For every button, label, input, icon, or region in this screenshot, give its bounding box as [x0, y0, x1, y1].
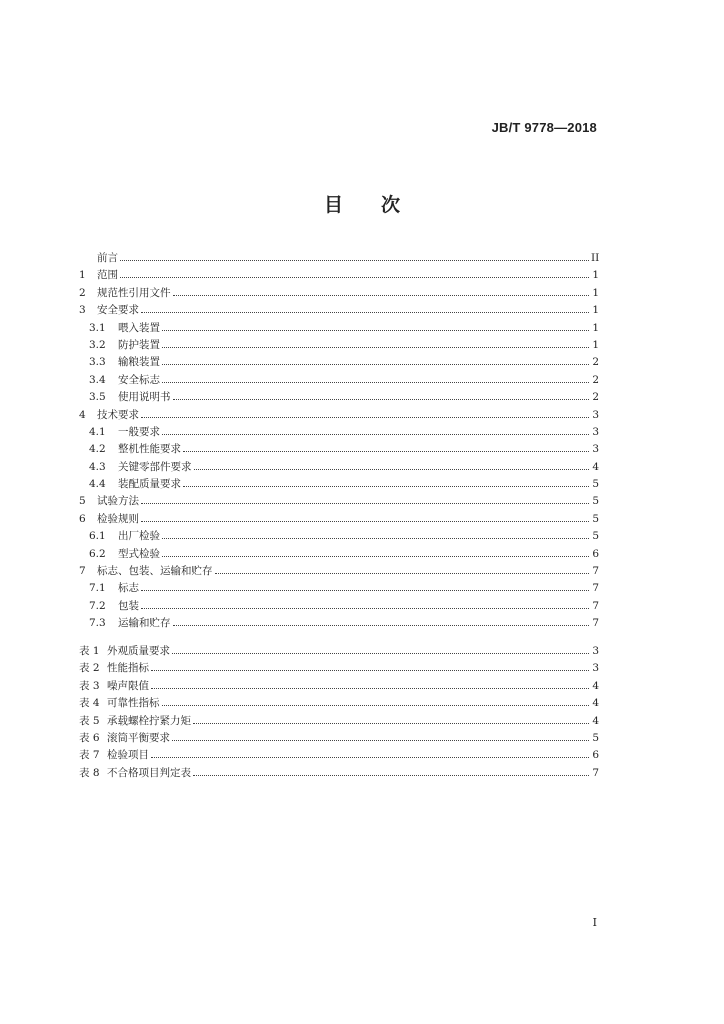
toc-entry-label: 范围	[97, 269, 118, 282]
toc-entry[interactable]	[79, 765, 599, 782]
toc-entry-number: 7	[79, 565, 86, 578]
toc-entry-number: 3.4	[89, 373, 106, 386]
toc-entry[interactable]	[79, 424, 599, 441]
toc-entry-page: 3	[592, 645, 599, 657]
dot-leader	[162, 381, 589, 383]
toc-entry-label: 标志、包装、运输和贮存	[97, 565, 213, 578]
page-title	[0, 190, 724, 217]
toc-entry[interactable]	[79, 459, 599, 476]
toc-entry-label: 规范性引用文件	[97, 286, 171, 299]
toc-entry-page: 3	[592, 408, 599, 421]
dot-leader	[120, 259, 589, 261]
toc-entry-label: 输粮装置	[118, 356, 160, 369]
dot-leader	[162, 555, 589, 557]
toc-entry[interactable]	[79, 320, 599, 337]
toc-entry-page: 1	[592, 269, 599, 282]
toc-entry[interactable]	[79, 546, 599, 563]
toc-entry-page: 3	[592, 443, 599, 456]
toc-entry[interactable]	[79, 678, 599, 695]
toc-entry-label: 前言	[97, 252, 118, 264]
dot-leader	[173, 294, 590, 296]
toc-entry-number: 5	[79, 495, 86, 508]
toc-entry-label: 包装	[118, 599, 139, 612]
toc-entry-page: 7	[592, 766, 599, 779]
toc-entry-number: 1	[79, 269, 86, 282]
dot-leader	[151, 669, 589, 671]
toc-entry-label: 外观质量要求	[107, 645, 170, 657]
toc-entry-label: 一般要求	[118, 425, 160, 438]
dot-leader	[183, 450, 589, 452]
toc-entry-number: 3.3	[89, 356, 106, 369]
toc-entry-label: 型式检验	[118, 547, 160, 560]
toc-entry[interactable]	[79, 695, 599, 712]
dot-leader	[151, 756, 589, 758]
toc-entry-label: 装配质量要求	[118, 478, 181, 491]
toc-entry-number: 3.2	[89, 338, 106, 351]
toc-entry-number: 7.1	[89, 582, 106, 595]
toc-entry-page: 4	[592, 460, 599, 473]
toc-entry-label: 喂入装置	[118, 321, 160, 334]
dot-leader	[172, 652, 589, 654]
toc-entry-label: 技术要求	[97, 408, 139, 421]
toc-entry[interactable]	[79, 389, 599, 406]
dot-leader	[141, 589, 589, 591]
toc-entry-number: 6.1	[89, 530, 106, 543]
toc-entry-label: 承载螺栓拧紧力矩	[107, 714, 191, 727]
toc-entry-page: 6	[592, 749, 599, 762]
toc-entry-page: 7	[592, 599, 599, 612]
dot-leader	[141, 311, 589, 313]
title-char-1: 目	[323, 194, 343, 216]
toc-entry-number: 表 1	[79, 645, 100, 657]
dot-leader	[151, 687, 589, 689]
toc-entry-page: 7	[592, 565, 599, 578]
toc-entry[interactable]	[79, 615, 599, 632]
toc-entry-number: 6.2	[89, 547, 106, 560]
toc-entry-number: 4	[79, 408, 86, 421]
toc-entry[interactable]	[79, 528, 599, 545]
toc-entry-label: 标志	[118, 582, 139, 595]
dot-leader	[193, 722, 589, 724]
toc-entry-label: 防护装置	[118, 338, 160, 351]
toc-entry-label: 滚筒平衡要求	[107, 731, 170, 744]
table-of-contents	[79, 250, 599, 633]
dot-leader	[162, 363, 589, 365]
toc-entry[interactable]	[79, 747, 599, 764]
dot-leader	[162, 329, 589, 331]
toc-entry-number: 3.5	[89, 391, 106, 404]
dot-leader	[141, 607, 589, 609]
toc-entry[interactable]	[79, 285, 599, 302]
dot-leader	[141, 520, 589, 522]
toc-entry-number: 表 3	[79, 679, 100, 692]
toc-entry-page: 2	[592, 373, 599, 386]
toc-entry-number: 表 8	[79, 766, 100, 779]
toc-entry-label: 检验项目	[107, 749, 149, 762]
toc-entry-label: 整机性能要求	[118, 443, 181, 456]
toc-entry-number: 表 7	[79, 749, 100, 762]
toc-entry-label: 性能指标	[107, 662, 149, 675]
toc-entry-page: 7	[592, 582, 599, 595]
toc-entry[interactable]	[79, 643, 599, 660]
toc-entry-page: II	[591, 252, 600, 264]
dot-leader	[162, 346, 589, 348]
toc-entry-number: 6	[79, 512, 86, 525]
toc-entry-label: 使用说明书	[118, 391, 171, 404]
toc-entry-page: 4	[592, 714, 599, 727]
list-of-tables	[79, 643, 599, 782]
toc-entry-number: 7.3	[89, 617, 106, 630]
toc-entry-number: 4.2	[89, 443, 106, 456]
toc-entry-label: 不合格项目判定表	[107, 766, 191, 779]
toc-entry-number: 表 6	[79, 731, 100, 744]
toc-entry[interactable]	[79, 372, 599, 389]
toc-entry-page: 7	[592, 617, 599, 630]
toc-entry-label: 出厂检验	[118, 530, 160, 543]
toc-entry-page: 1	[592, 304, 599, 317]
toc-entry-page: 4	[592, 679, 599, 692]
toc-entry[interactable]	[79, 354, 599, 371]
toc-entry-number: 4.4	[89, 478, 106, 491]
toc-entry-page: 1	[592, 286, 599, 299]
toc-entry-label: 试验方法	[97, 495, 139, 508]
toc-entry-number: 4.1	[89, 425, 106, 438]
toc-entry-page: 3	[592, 662, 599, 675]
toc-entry-number: 表 2	[79, 662, 100, 675]
toc-entry[interactable]	[79, 476, 599, 493]
toc-entry[interactable]	[79, 250, 599, 267]
dot-leader	[183, 485, 589, 487]
dot-leader	[162, 704, 590, 706]
dot-leader	[193, 774, 589, 776]
toc-entry-label: 可靠性指标	[107, 697, 160, 710]
standard-code: JB/T 9778—2018	[491, 120, 597, 135]
toc-entry-page: 2	[592, 391, 599, 404]
toc-entry[interactable]	[79, 660, 599, 677]
toc-entry-page: 1	[592, 338, 599, 351]
toc-entry[interactable]	[79, 493, 599, 510]
toc-entry-label: 检验规则	[97, 512, 139, 525]
dot-leader	[120, 276, 589, 278]
toc-entry[interactable]	[79, 580, 599, 597]
toc-entry-label: 关键零部件要求	[118, 460, 192, 473]
dot-leader	[172, 739, 589, 741]
toc-entry-page: 5	[592, 478, 599, 491]
toc-entry[interactable]	[79, 598, 599, 615]
title-char-2: 次	[381, 194, 401, 216]
toc-entry-number: 4.3	[89, 460, 106, 473]
toc-entry-number: 表 4	[79, 697, 100, 710]
toc-entry-page: 5	[592, 731, 599, 744]
toc-entry-number: 7.2	[89, 599, 106, 612]
toc-entry-page: 5	[592, 512, 599, 525]
dot-leader	[162, 433, 589, 435]
toc-entry-page: 2	[592, 356, 599, 369]
toc-entry-page: 5	[592, 495, 599, 508]
page-number: I	[592, 916, 597, 929]
toc-entry-page: 3	[592, 425, 599, 438]
dot-leader	[173, 624, 590, 626]
toc-entry[interactable]	[79, 441, 599, 458]
dot-leader	[141, 502, 589, 504]
toc-entry-number: 2	[79, 286, 86, 299]
toc-entry-number: 3	[79, 304, 86, 317]
toc-entry[interactable]	[79, 730, 599, 747]
toc-entry-page: 6	[592, 547, 599, 560]
dot-leader	[194, 468, 590, 470]
toc-entry[interactable]	[79, 337, 599, 354]
toc-entry-label: 运输和贮存	[118, 617, 171, 630]
toc-entry-page: 1	[592, 321, 599, 334]
toc-entry-label: 噪声限值	[107, 679, 149, 692]
toc-entry-page: 4	[592, 697, 599, 710]
toc-entry-page: 5	[592, 530, 599, 543]
toc-entry[interactable]	[79, 511, 599, 528]
dot-leader	[215, 572, 590, 574]
dot-leader	[162, 537, 589, 539]
toc-entry[interactable]	[79, 267, 599, 284]
toc-entry-label: 安全要求	[97, 304, 139, 317]
toc-entry[interactable]	[79, 407, 599, 424]
dot-leader	[173, 398, 590, 400]
toc-entry[interactable]	[79, 713, 599, 730]
toc-entry-number: 3.1	[89, 321, 106, 334]
toc-entry[interactable]	[79, 563, 599, 580]
toc-entry-label: 安全标志	[118, 373, 160, 386]
toc-entry-number: 表 5	[79, 714, 100, 727]
dot-leader	[141, 416, 589, 418]
toc-entry[interactable]	[79, 302, 599, 319]
